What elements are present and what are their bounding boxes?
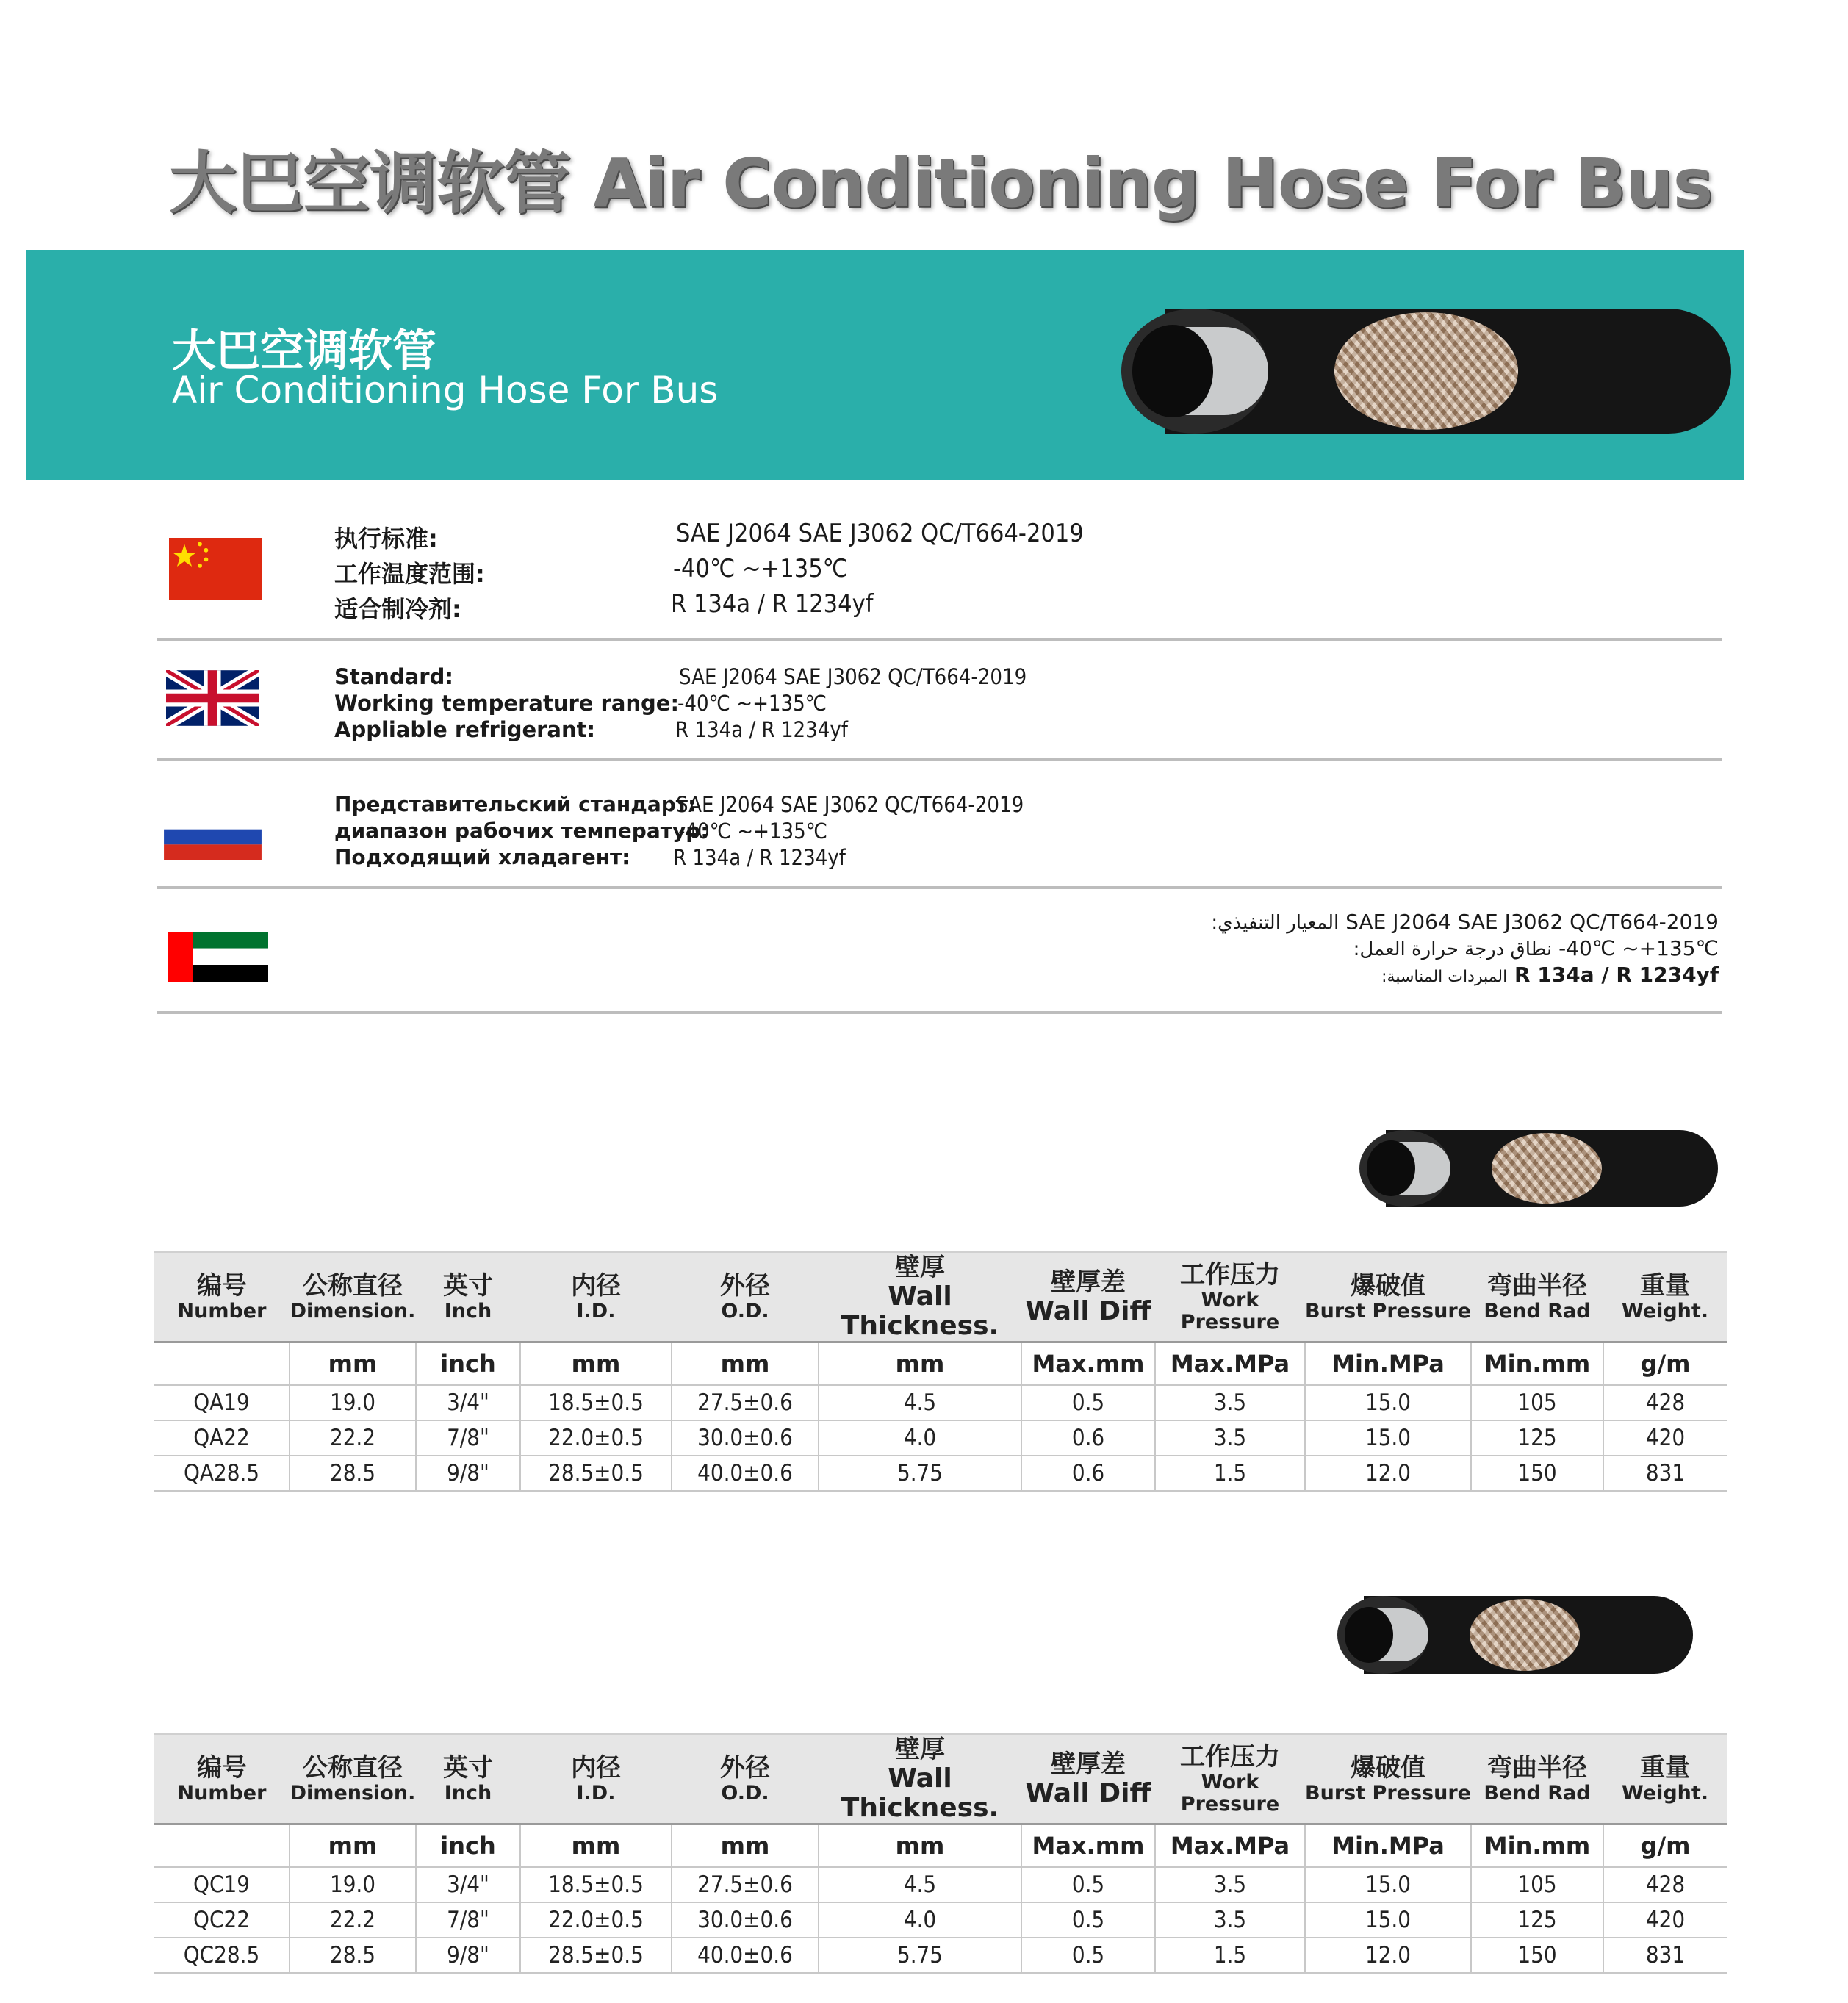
table-cell: 22.0±0.5 xyxy=(520,1902,672,1938)
header-inch: 英寸 Inch xyxy=(416,1252,520,1342)
table-cell: 28.5 xyxy=(290,1456,416,1491)
table-cell: 4.5 xyxy=(819,1385,1021,1420)
unit-cell: g/m xyxy=(1603,1824,1727,1868)
header-inch: 英寸 Inch xyxy=(416,1734,520,1824)
table-cell: 0.6 xyxy=(1021,1456,1155,1491)
table-cell: QA22 xyxy=(154,1420,290,1456)
spec-label-temperature: 工作温度范围: xyxy=(334,560,485,588)
header-wall-thickness: 壁厚 Wall Thickness. xyxy=(819,1734,1021,1824)
header-number: 编号 Number xyxy=(154,1734,290,1824)
table-cell: 5.75 xyxy=(819,1456,1021,1491)
spec-label-temperature: Working temperature range: xyxy=(334,691,680,716)
table-cell: 40.0±0.6 xyxy=(672,1456,819,1491)
table-cell: 40.0±0.6 xyxy=(672,1938,819,1973)
unit-cell: Max.MPa xyxy=(1155,1342,1305,1386)
header-burst-pressure: 爆破值 Burst Pressure xyxy=(1305,1734,1471,1824)
unit-cell: mm xyxy=(672,1824,819,1868)
table-cell: 7/8" xyxy=(416,1902,520,1938)
unit-cell: Max.mm xyxy=(1021,1342,1155,1386)
spec-value-standard: SAE J2064 SAE J3062 QC/T664-2019 xyxy=(676,519,1084,548)
hose-image-qa xyxy=(1359,1130,1718,1207)
unit-cell: mm xyxy=(290,1824,416,1868)
spec-value-temperature: -40℃ ~+135℃ xyxy=(678,819,828,844)
unit-cell: inch xyxy=(416,1342,520,1386)
page-title: 大巴空调软管 Air Conditioning Hose For Bus xyxy=(169,144,1713,223)
table-header-row xyxy=(154,1252,1727,1342)
uk-flag-icon xyxy=(166,670,259,726)
header-work-pressure: 工作压力 Work Pressure xyxy=(1155,1252,1305,1342)
table-cell: 4.0 xyxy=(819,1902,1021,1938)
banner-title-en: Air Conditioning Hose For Bus xyxy=(172,369,719,411)
header-dimension: 公称直径 Dimension. xyxy=(290,1252,416,1342)
spec-row-chinese xyxy=(157,514,1722,641)
table-cell: 4.5 xyxy=(819,1867,1021,1902)
spec-row-english xyxy=(157,641,1722,761)
table-header-row xyxy=(154,1734,1727,1824)
table-cell: QA19 xyxy=(154,1385,290,1420)
header-weight: 重量 Weight. xyxy=(1603,1252,1727,1342)
spec-table-qa xyxy=(154,1251,1727,1492)
spec-label-refrigerant: Appliable refrigerant: xyxy=(334,717,596,742)
spec-value-temperature: -40℃ ~+135℃ xyxy=(1558,936,1719,960)
table-cell: 3/4" xyxy=(416,1867,520,1902)
table-cell: 3.5 xyxy=(1155,1867,1305,1902)
table-cell: 15.0 xyxy=(1305,1867,1471,1902)
unit-cell: inch xyxy=(416,1824,520,1868)
table-cell: 831 xyxy=(1603,1938,1727,1973)
header-dimension: 公称直径 Dimension. xyxy=(290,1734,416,1824)
spec-label-standard: المعيار التنفيذي: xyxy=(1211,912,1340,934)
header-bend-rad: 弯曲半径 Bend Rad xyxy=(1471,1734,1603,1824)
table-cell: 9/8" xyxy=(416,1938,520,1973)
unit-cell: mm xyxy=(819,1342,1021,1386)
header-od: 外径 O.D. xyxy=(672,1734,819,1824)
table-cell: 28.5 xyxy=(290,1938,416,1973)
table-cell: 420 xyxy=(1603,1902,1727,1938)
header-number: 编号 Number xyxy=(154,1252,290,1342)
table-cell: 3.5 xyxy=(1155,1420,1305,1456)
table-cell: 12.0 xyxy=(1305,1456,1471,1491)
arabic-spec-line-temperature xyxy=(1353,936,1719,960)
spec-value-refrigerant: R 134a / R 1234yf xyxy=(671,589,874,619)
table-cell: 125 xyxy=(1471,1420,1603,1456)
spec-label-refrigerant: 适合制冷剂: xyxy=(334,595,461,623)
table-cell: 428 xyxy=(1603,1867,1727,1902)
table-cell: 28.5±0.5 xyxy=(520,1938,672,1973)
table-cell: 5.75 xyxy=(819,1938,1021,1973)
spec-row-russian xyxy=(157,761,1722,889)
table-cell: 30.0±0.6 xyxy=(672,1902,819,1938)
header-od: 外径 O.D. xyxy=(672,1252,819,1342)
arabic-spec-line-refrigerant xyxy=(1381,963,1719,987)
table-row xyxy=(154,1867,1727,1902)
spec-value-standard: SAE J2064 SAE J3062 QC/T664-2019 xyxy=(679,664,1027,689)
table-cell: 22.2 xyxy=(290,1420,416,1456)
header-wall-diff: 壁厚差 Wall Diff xyxy=(1021,1252,1155,1342)
unit-cell: Max.MPa xyxy=(1155,1824,1305,1868)
table-cell: 12.0 xyxy=(1305,1938,1471,1973)
unit-cell: mm xyxy=(290,1342,416,1386)
table-cell: 27.5±0.6 xyxy=(672,1385,819,1420)
unit-cell: Max.mm xyxy=(1021,1824,1155,1868)
table-cell: 0.6 xyxy=(1021,1420,1155,1456)
spec-label-standard: 执行标准: xyxy=(334,525,438,553)
table-cell: 27.5±0.6 xyxy=(672,1867,819,1902)
spec-row-arabic xyxy=(157,889,1722,1014)
spec-label-refrigerant: Подходящий хладагент: xyxy=(334,845,630,869)
unit-cell: Min.MPa xyxy=(1305,1342,1471,1386)
table-cell: QA28.5 xyxy=(154,1456,290,1491)
unit-cell: mm xyxy=(672,1342,819,1386)
table-cell: QC22 xyxy=(154,1902,290,1938)
spec-value-standard: SAE J2064 SAE J3062 QC/T664-2019 xyxy=(676,792,1024,817)
table-cell: QC28.5 xyxy=(154,1938,290,1973)
table-cell: 19.0 xyxy=(290,1867,416,1902)
spec-value-refrigerant: R 134a / R 1234yf xyxy=(675,717,848,742)
table-cell: 9/8" xyxy=(416,1456,520,1491)
spec-label-temperature: نطاق درجة حرارة العمل: xyxy=(1353,938,1553,960)
header-id: 内径 I.D. xyxy=(520,1252,672,1342)
table-cell: 831 xyxy=(1603,1456,1727,1491)
unit-cell: mm xyxy=(520,1342,672,1386)
table-cell: 22.0±0.5 xyxy=(520,1420,672,1456)
table-cell: 420 xyxy=(1603,1420,1727,1456)
spec-value-temperature: -40℃ ~+135℃ xyxy=(677,691,827,716)
header-work-pressure: 工作压力 Work Pressure xyxy=(1155,1734,1305,1824)
unit-cell: Min.mm xyxy=(1471,1342,1603,1386)
table-row xyxy=(154,1938,1727,1973)
table-cell: 4.0 xyxy=(819,1420,1021,1456)
table-cell: 1.5 xyxy=(1155,1456,1305,1491)
spec-label-refrigerant: المبردات المناسبة: xyxy=(1381,968,1508,986)
unit-cell: mm xyxy=(819,1824,1021,1868)
table-cell: 30.0±0.6 xyxy=(672,1420,819,1456)
russia-flag-icon xyxy=(163,814,262,860)
spec-label-standard: Standard: xyxy=(334,664,453,689)
header-wall-thickness: 壁厚 Wall Thickness. xyxy=(819,1252,1021,1342)
header-burst-pressure: 爆破值 Burst Pressure xyxy=(1305,1252,1471,1342)
table-row xyxy=(154,1420,1727,1456)
hose-image xyxy=(1121,309,1731,434)
spec-table-qc xyxy=(154,1733,1727,1974)
spec-value-temperature: -40℃ ~+135℃ xyxy=(673,554,849,583)
table-cell: 0.5 xyxy=(1021,1902,1155,1938)
table-cell: 18.5±0.5 xyxy=(520,1867,672,1902)
spec-label-temperature: диапазон рабочих температур: xyxy=(334,819,709,843)
spec-value-refrigerant: R 134a / R 1234yf xyxy=(1514,963,1719,987)
table-cell: 15.0 xyxy=(1305,1385,1471,1420)
table-row xyxy=(154,1456,1727,1491)
unit-cell: Min.MPa xyxy=(1305,1824,1471,1868)
unit-cell xyxy=(154,1824,290,1868)
table-cell: 428 xyxy=(1603,1385,1727,1420)
table-cell: 150 xyxy=(1471,1456,1603,1491)
banner-title-zh: 大巴空调软管 xyxy=(172,326,436,377)
table-cell: 1.5 xyxy=(1155,1938,1305,1973)
header-weight: 重量 Weight. xyxy=(1603,1734,1727,1824)
table-cell: 18.5±0.5 xyxy=(520,1385,672,1420)
unit-cell xyxy=(154,1342,290,1386)
header-id: 内径 I.D. xyxy=(520,1734,672,1824)
table-cell: 15.0 xyxy=(1305,1902,1471,1938)
table-cell: 0.5 xyxy=(1021,1867,1155,1902)
product-banner xyxy=(26,250,1744,480)
table-cell: 105 xyxy=(1471,1867,1603,1902)
table-units-row xyxy=(154,1824,1727,1868)
unit-cell: Min.mm xyxy=(1471,1824,1603,1868)
spec-value-refrigerant: R 134a / R 1234yf xyxy=(673,845,846,870)
arabic-spec-line-standard xyxy=(1211,910,1719,934)
table-cell: 125 xyxy=(1471,1902,1603,1938)
table-cell: 105 xyxy=(1471,1385,1603,1420)
table-cell: 7/8" xyxy=(416,1420,520,1456)
header-wall-diff: 壁厚差 Wall Diff xyxy=(1021,1734,1155,1824)
table-cell: 3/4" xyxy=(416,1385,520,1420)
table-cell: 150 xyxy=(1471,1938,1603,1973)
table-cell: 3.5 xyxy=(1155,1385,1305,1420)
hose-image-qc xyxy=(1337,1596,1693,1674)
table-cell: 28.5±0.5 xyxy=(520,1456,672,1491)
china-flag-icon xyxy=(169,538,262,600)
spec-label-standard: Представительский стандарт: xyxy=(334,792,697,816)
table-cell: 22.2 xyxy=(290,1902,416,1938)
spec-value-standard: SAE J2064 SAE J3062 QC/T664-2019 xyxy=(1345,910,1719,934)
table-cell: 3.5 xyxy=(1155,1902,1305,1938)
unit-cell: g/m xyxy=(1603,1342,1727,1386)
unit-cell: mm xyxy=(520,1824,672,1868)
table-cell: 0.5 xyxy=(1021,1938,1155,1973)
table-cell: 15.0 xyxy=(1305,1420,1471,1456)
table-cell: 0.5 xyxy=(1021,1385,1155,1420)
header-bend-rad: 弯曲半径 Bend Rad xyxy=(1471,1252,1603,1342)
table-row xyxy=(154,1902,1727,1938)
table-units-row xyxy=(154,1342,1727,1386)
uae-flag-icon xyxy=(168,932,268,982)
table-cell: QC19 xyxy=(154,1867,290,1902)
table-cell: 19.0 xyxy=(290,1385,416,1420)
table-row xyxy=(154,1385,1727,1420)
